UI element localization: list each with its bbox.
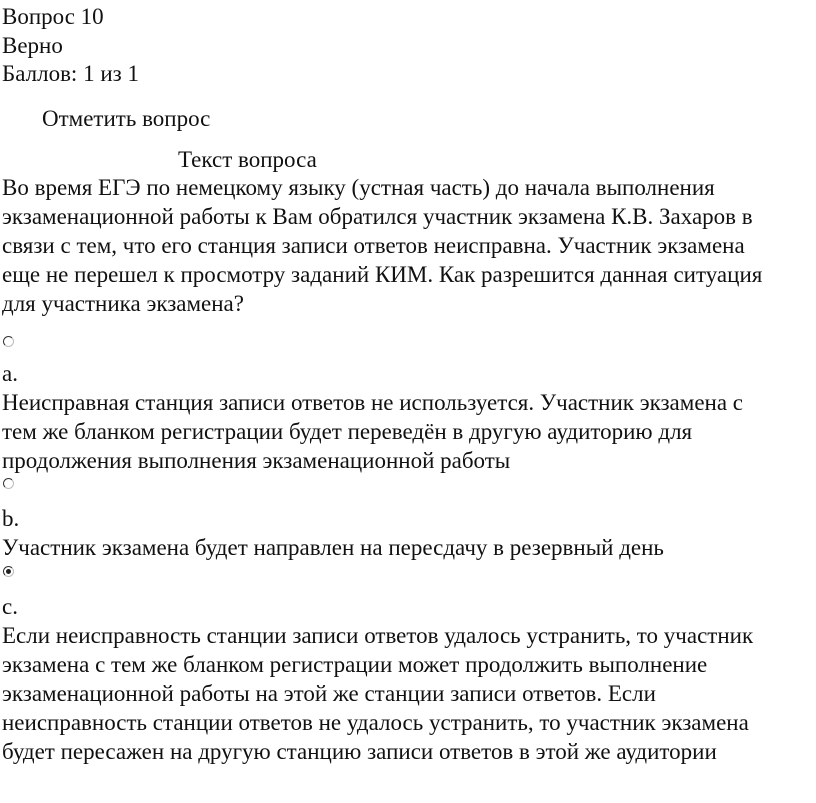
- question-number: Вопрос 10: [2, 4, 104, 29]
- answer-c-text-line: экзамена с тем же бланком регистрации может продолжить выполнение: [2, 652, 708, 677]
- answer-a-radio[interactable]: [3, 336, 14, 347]
- flag-question-link[interactable]: Отметить вопрос: [42, 106, 211, 131]
- answer-a-text-line: продолжения выполнения экзаменационной работы: [2, 448, 511, 473]
- answer-c-text-line: экзаменационной работы на этой же станции записи ответов. Если: [2, 681, 656, 706]
- answer-c-text-line: будет пересажен на другую станцию записи ответов в этой же аудитории: [2, 739, 717, 764]
- question-text-line: для участника экзамена?: [2, 291, 244, 316]
- question-status: Верно: [2, 33, 63, 58]
- question-text-line: Во время ЕГЭ по немецкому языку (устная часть) до начала выполнения: [2, 175, 715, 200]
- question-text-line: связи с тем, что его станция записи ответов неисправна. Участник экзамена: [2, 233, 745, 258]
- answer-a-text-line: тем же бланком регистрации будет переведён в другую аудиторию для: [2, 419, 693, 444]
- answer-b-text-line: Участник экзамена будет направлен на пересдачу в резервный день: [2, 535, 664, 560]
- answer-c-letter: c.: [2, 594, 18, 619]
- answer-c-text-line: неисправность станции ответов не удалось устранить, то участник экзамена: [2, 710, 749, 735]
- answer-c-text-line: Если неисправность станции записи ответов удалось устранить, то участник: [2, 623, 754, 648]
- answer-b-letter: b.: [2, 506, 20, 531]
- question-text-line: экзаменационной работы к Вам обратился участник экзамена К.В. Захаров в: [2, 204, 753, 229]
- answer-a-letter: a.: [2, 361, 18, 386]
- question-score: Баллов: 1 из 1: [2, 61, 139, 86]
- question-text-heading: Текст вопроса: [178, 147, 317, 172]
- answer-a-text-line: Неисправная станция записи ответов не используется. Участник экзамена с: [2, 390, 743, 415]
- answer-c-radio[interactable]: [3, 566, 14, 577]
- answer-b-radio[interactable]: [3, 478, 14, 489]
- question-text-line: еще не перешел к просмотру заданий КИМ. Как разрешится данная ситуация: [2, 262, 763, 287]
